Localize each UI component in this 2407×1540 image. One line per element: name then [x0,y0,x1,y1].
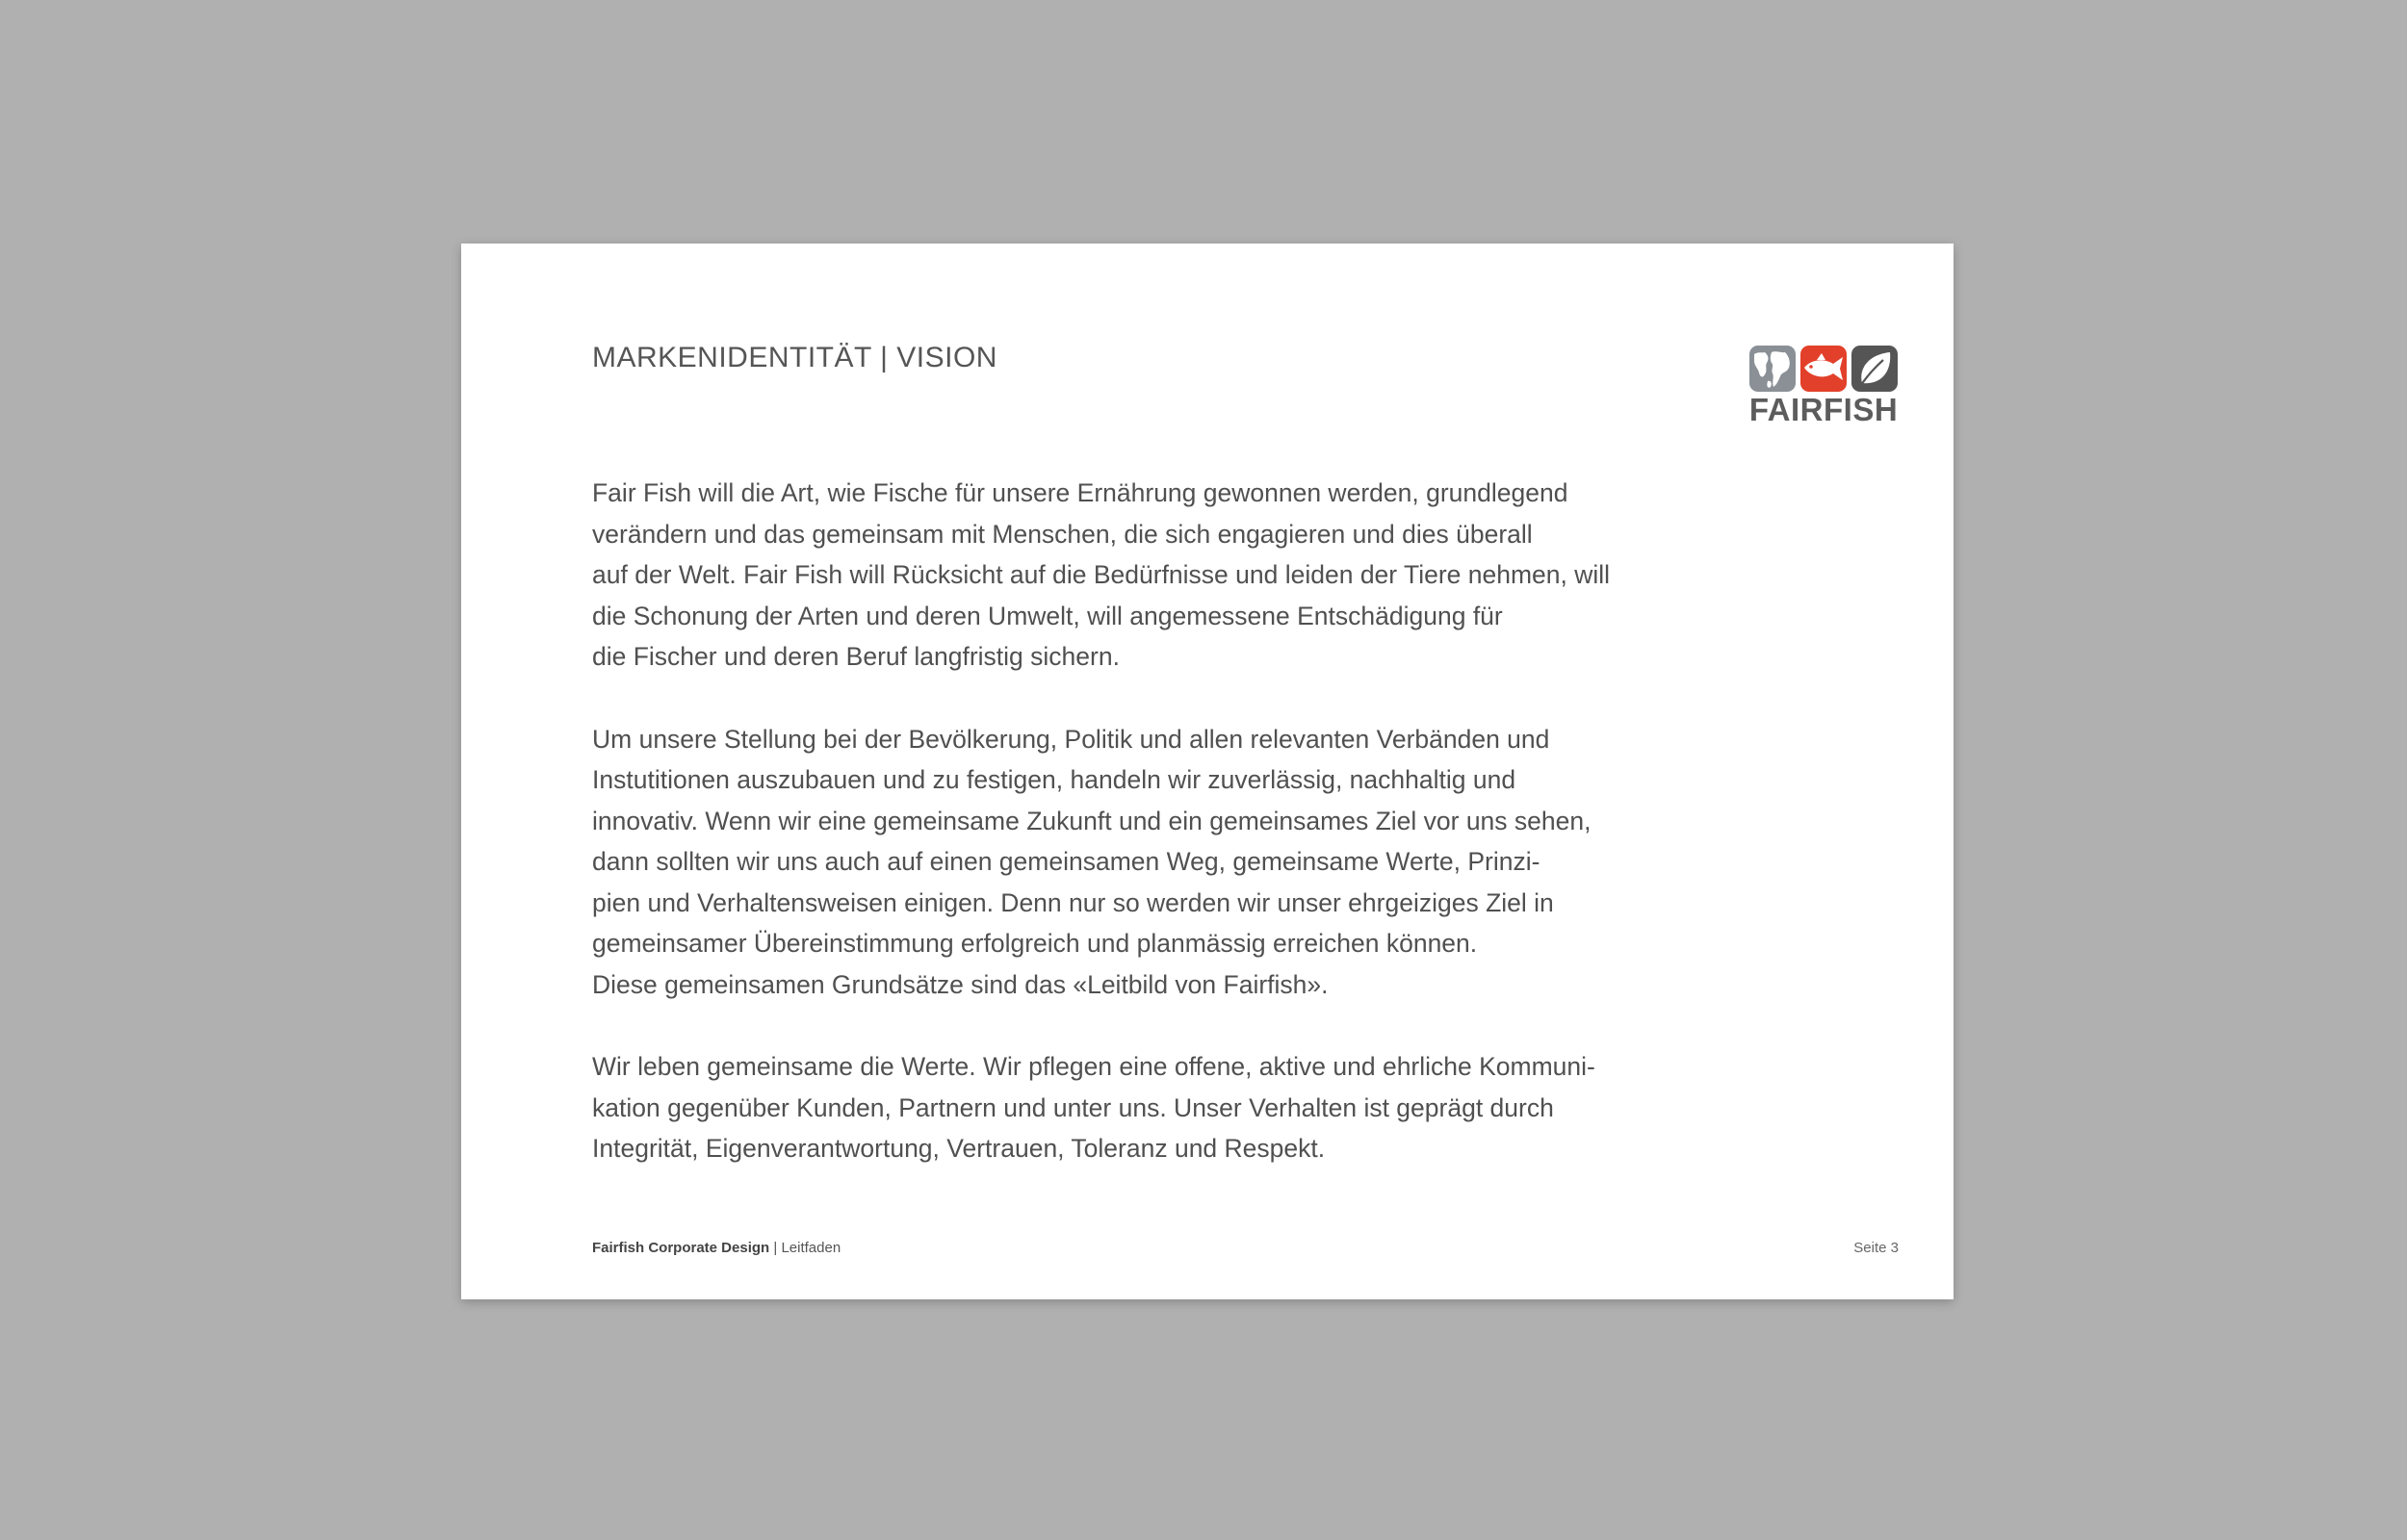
globe-icon [1748,345,1797,393]
text-line: pien und Verhaltensweisen einigen. Denn nur so werden wir unser ehrgeiziges Ziel in [592,887,1554,917]
logo-wordmark: FAIRFISH [1748,392,1899,427]
text-line: innovativ. Wenn wir eine gemeinsame Zukunft und ein gemeinsames Ziel vor uns sehen, [592,806,1592,835]
footer-subtitle: Leitfaden [781,1240,841,1256]
paragraph-values [592,1046,1670,1169]
document-page [461,244,1954,1299]
text-line: auf der Welt. Fair Fish will Rücksicht auf die Bedürfnisse und leiden der Tiere nehmen, will [592,560,1611,589]
text-line: verändern und das gemeinsam mit Menschen, die sich engagieren und dies überall [592,519,1533,549]
text-line: die Schonung der Arten und deren Umwelt, will angemessene Entschädigung für [592,601,1503,630]
fish-icon [1799,345,1848,393]
paragraph-vision [592,473,1670,678]
body-text [592,473,1670,1211]
footer-separator: | [769,1240,782,1256]
text-line: Diese gemeinsamen Grundsätze sind das «Leitbild von Fairfish». [592,969,1329,999]
text-line: Integrität, Eigenverantwortung, Vertrauen, Toleranz und Respekt. [592,1134,1326,1163]
fairfish-logo [1748,345,1899,426]
text-line: Um unsere Stellung bei der Bevölkerung, Politik und allen relevanten Verbänden und [592,724,1550,754]
logo-icon-row [1748,345,1899,393]
footer-title [592,1240,841,1256]
text-line: gemeinsamer Übereinstimmung erfolgreich und planmässig erreichen können. [592,929,1478,958]
paragraph-position [592,719,1670,1006]
text-line: Fair Fish will die Art, wie Fische für unsere Ernährung gewonnen werden, grundlegend [592,478,1568,507]
text-line: kation gegenüber Kunden, Partnern und unter uns. Unser Verhalten ist geprägt durch [592,1092,1554,1122]
leaf-icon [1851,345,1899,393]
footer-brand: Fairfish Corporate Design [592,1240,770,1256]
text-line: dann sollten wir uns auch auf einen gemeinsamen Weg, gemeinsame Werte, Prinzi- [592,847,1540,876]
page-title: MARKENIDENTITÄT | VISION [592,342,997,373]
text-line: Instutitionen auszubauen und zu festigen, handeln wir zuverlässig, nachhaltig und [592,765,1516,794]
page-number: Seite 3 [1853,1240,1899,1256]
text-line: die Fischer und deren Beruf langfristig sichern. [592,642,1120,671]
text-line: Wir leben gemeinsame die Werte. Wir pflegen eine offene, aktive und ehrliche Kommuni- [592,1052,1595,1081]
